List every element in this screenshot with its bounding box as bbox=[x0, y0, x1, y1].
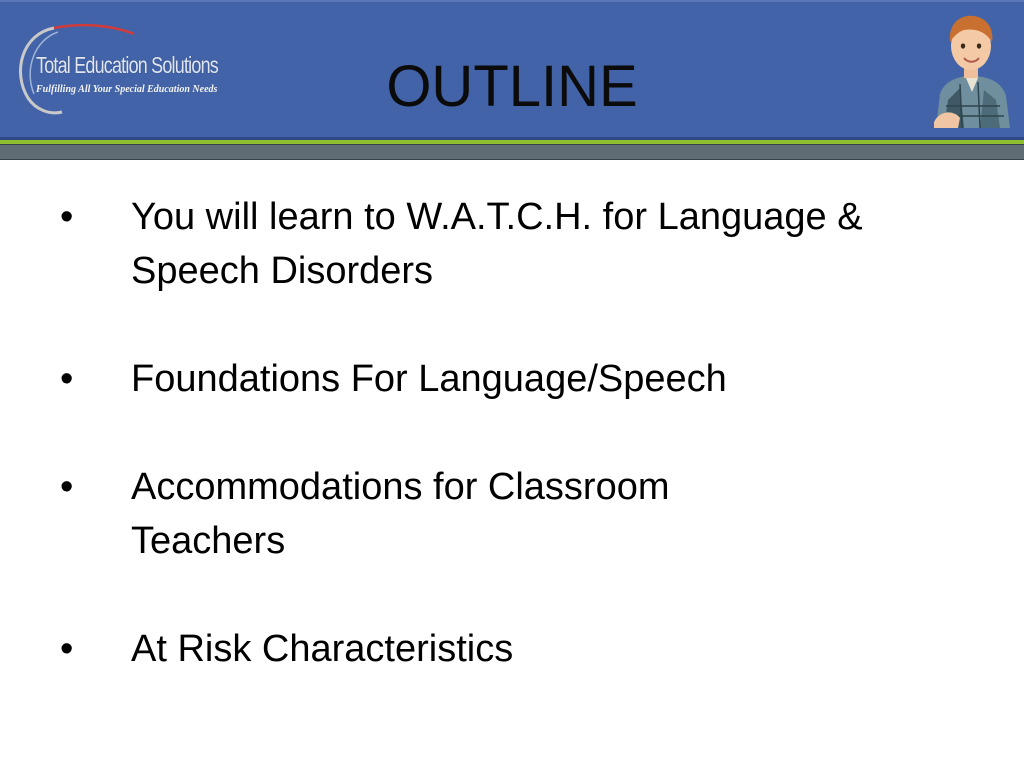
header-top-line bbox=[0, 0, 1024, 2]
header-banner bbox=[0, 0, 1024, 160]
slide-title: OUTLINE bbox=[386, 54, 638, 119]
logo-name: Total Education Solutions bbox=[36, 52, 218, 78]
bullet-text: At Risk Characteristics bbox=[131, 628, 514, 670]
bullet-icon: • bbox=[60, 358, 74, 400]
header-divider-gray bbox=[0, 144, 1024, 160]
bullet-text: You will learn to W.A.T.C.H. for Language & Speech Disorders bbox=[131, 196, 863, 292]
bullet-icon: • bbox=[60, 196, 74, 238]
child-photo-image bbox=[930, 10, 1014, 128]
bullet-icon: • bbox=[60, 628, 74, 670]
bullet-icon: • bbox=[60, 466, 74, 508]
bullet-text: Foundations For Language/Speech bbox=[131, 358, 727, 400]
bullet-text: Accommodations for Classroom Teachers bbox=[131, 466, 670, 562]
logo-tagline: Fulfilling All Your Special Education Needs bbox=[36, 84, 218, 95]
